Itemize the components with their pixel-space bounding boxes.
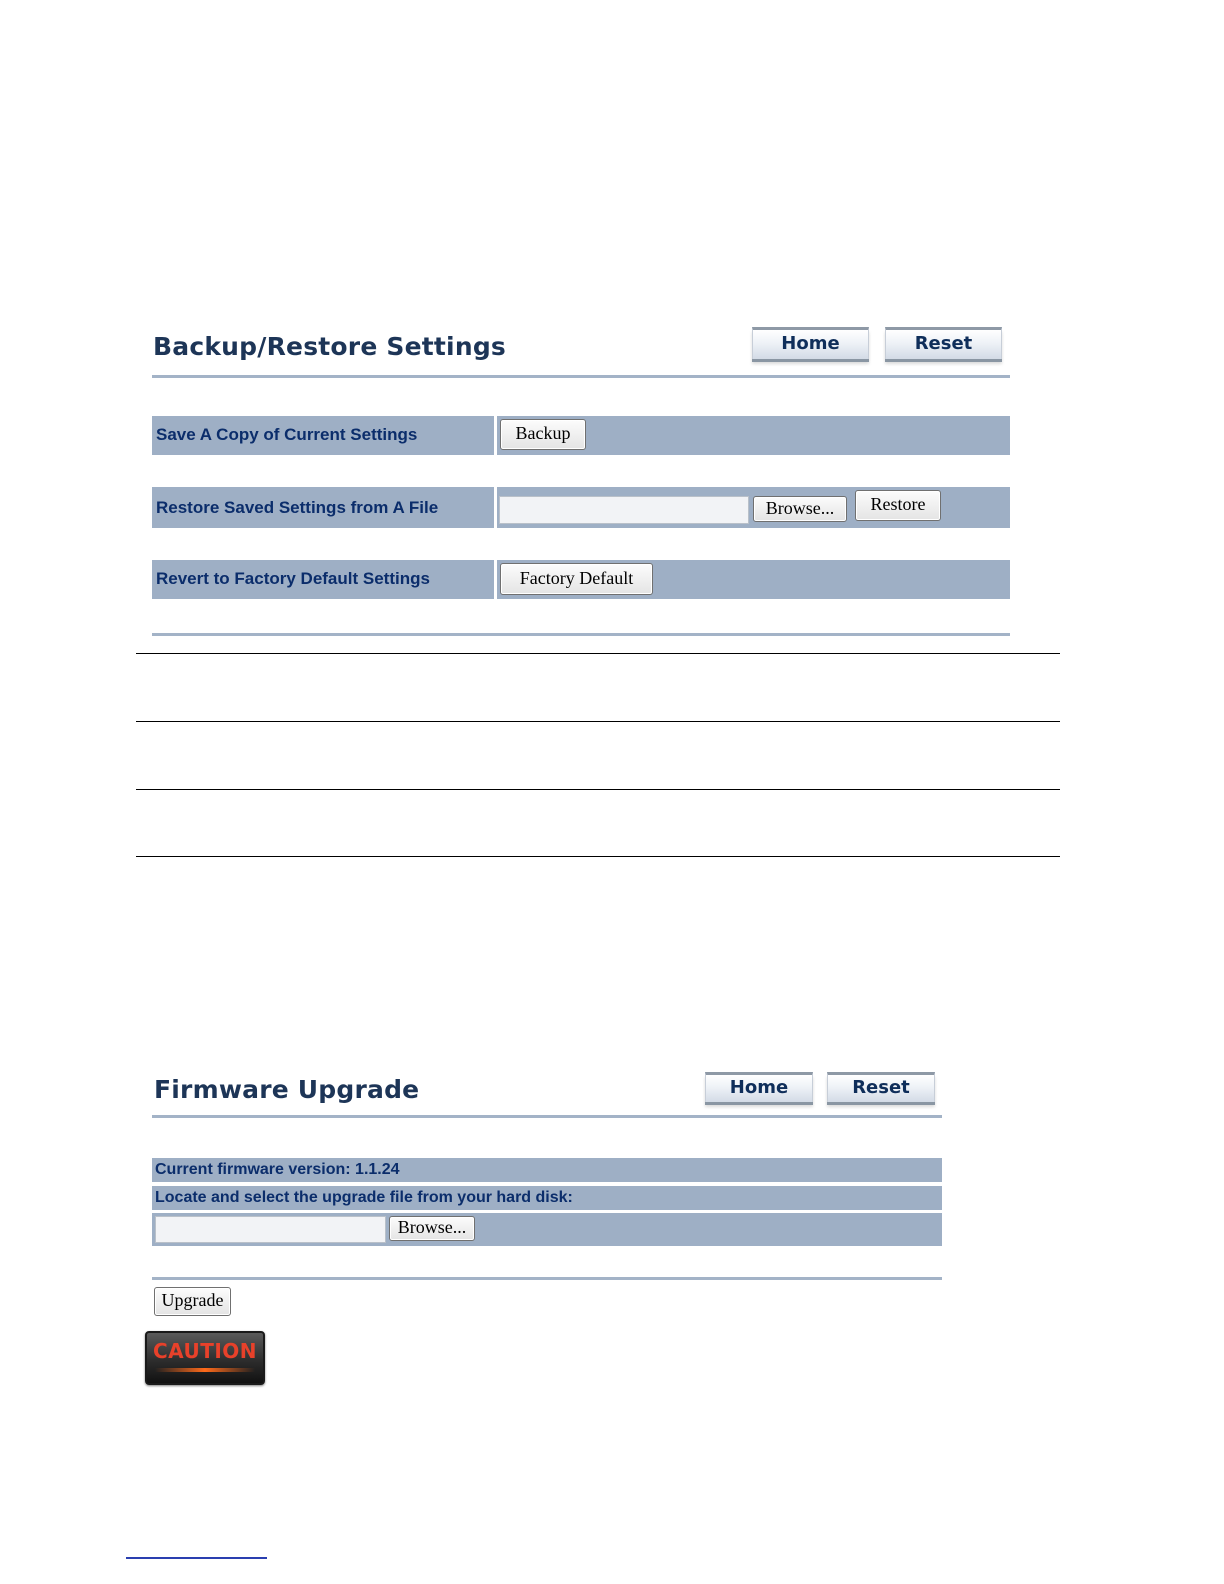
backup-restore-title: Backup/Restore Settings — [153, 332, 507, 361]
restore-file-input[interactable] — [499, 496, 749, 524]
bottom-divider — [152, 633, 1010, 636]
table-line — [136, 721, 1060, 722]
caution-glow — [155, 1368, 255, 1372]
backup-button[interactable]: Backup — [500, 419, 586, 450]
home-button[interactable]: Home — [752, 327, 869, 359]
factory-default-label: Revert to Factory Default Settings — [152, 560, 494, 599]
caution-badge — [145, 1331, 265, 1385]
firmware-title-divider — [152, 1115, 942, 1118]
firmware-browse-button[interactable]: Browse... — [389, 1216, 475, 1241]
caution-text: CAUTION — [152, 1339, 258, 1363]
current-firmware-version: Current firmware version: 1.1.24 — [152, 1158, 942, 1182]
save-settings-label: Save A Copy of Current Settings — [152, 416, 494, 455]
restore-button[interactable]: Restore — [855, 490, 941, 521]
factory-default-button[interactable]: Factory Default — [500, 563, 653, 595]
footer-link-underline — [126, 1557, 267, 1559]
firmware-file-input[interactable] — [155, 1216, 386, 1243]
firmware-bottom-divider — [152, 1277, 942, 1280]
table-line — [136, 653, 1060, 654]
restore-settings-label: Restore Saved Settings from A File — [152, 487, 494, 528]
locate-upgrade-file-label: Locate and select the upgrade file from your hard disk: — [152, 1186, 942, 1210]
firmware-upgrade-title: Firmware Upgrade — [154, 1075, 420, 1104]
upgrade-button[interactable]: Upgrade — [154, 1287, 231, 1316]
title-divider — [152, 375, 1010, 378]
table-line — [136, 856, 1060, 857]
table-line — [136, 789, 1060, 790]
firmware-home-button[interactable]: Home — [705, 1072, 813, 1102]
firmware-reset-button[interactable]: Reset — [827, 1072, 935, 1102]
restore-browse-button[interactable]: Browse... — [753, 496, 847, 522]
reset-button[interactable]: Reset — [885, 327, 1002, 359]
